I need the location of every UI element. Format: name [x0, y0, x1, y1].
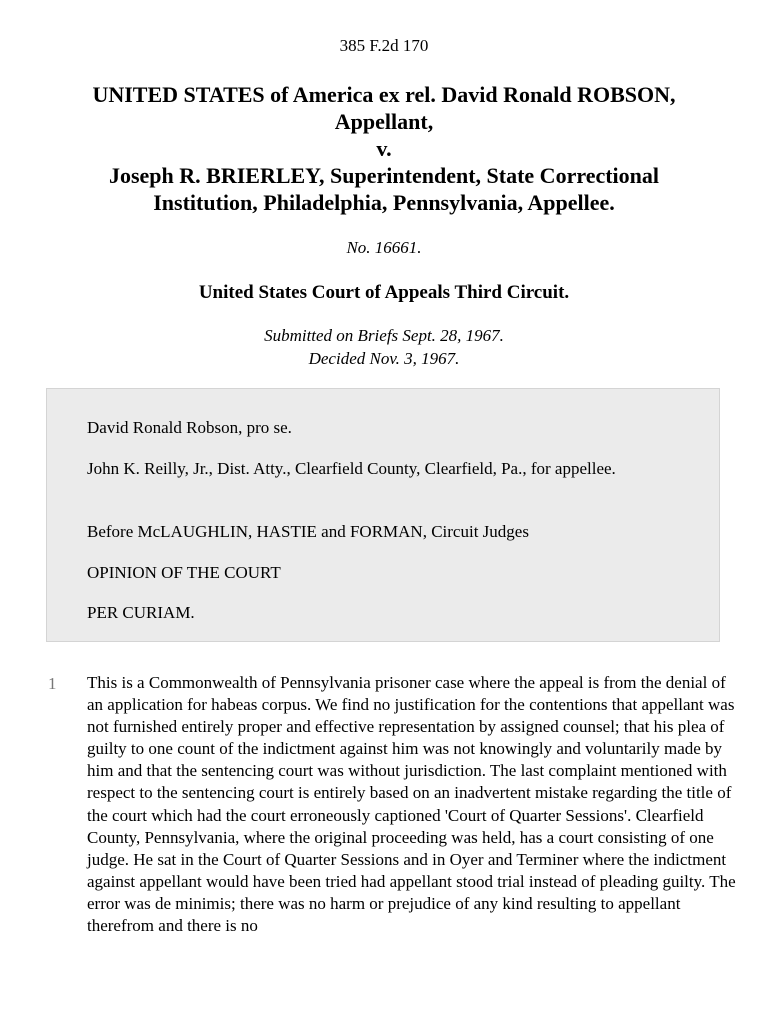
court-name: United States Court of Appeals Third Circuit.	[198, 282, 570, 303]
case-citation: 385 F.2d 170	[339, 36, 429, 55]
panel-judges: Before McLAUGHLIN, HASTIE and FORMAN, Circuit Judges	[87, 522, 529, 541]
counsel-appellant: David Ronald Robson, pro se.	[87, 418, 292, 437]
decided-date: Decided Nov. 3, 1967.	[308, 349, 460, 368]
caption-line-appellant-role: Appellant,	[334, 109, 434, 134]
caption-line-plaintiff: UNITED STATES of America ex rel. David Ronald ROBSON,	[92, 82, 676, 107]
opinion-heading: OPINION OF THE COURT	[87, 563, 281, 582]
counsel-appellee: John K. Reilly, Jr., Dist. Atty., Clearfield County, Clearfield, Pa., for appellee.	[87, 459, 616, 478]
case-caption	[40, 81, 728, 216]
caption-line-defendant-cont: Institution, Philadelphia, Pennsylvania, Appellee.	[153, 190, 615, 215]
paragraph-number: 1	[48, 674, 57, 693]
docket-number: No. 16661.	[346, 238, 422, 257]
submitted-date: Submitted on Briefs Sept. 28, 1967.	[264, 326, 504, 345]
case-dates	[0, 324, 768, 370]
counsel-panel	[46, 388, 720, 642]
opinion-paragraph: This is a Commonwealth of Pennsylvania prisoner case where the appeal is from the denial of an application for habeas corpus. We find no justification for the contentions that appellant was not furnished entirely proper and effective representation by assigned counsel; that his plea of guilty to one count of the indictment against him was not knowingly and voluntarily made by him and that the sentencing court was without jurisdiction. The last complaint mentioned with respect to the sentencing court is entirely based on an inadvertent mistake regarding the title of the court which had the court erroneously captioned 'Court of Quarter Sessions'. Clearfield County, Pennsylvania, where the original proceeding was held, has a court consisting of one judge. He sat in the Court of Quarter Sessions and in Oyer and Terminer where the indictment against appellant would have been tried had appellant stood trial instead of pleading guilty. The error was de minimis; there was no harm or prejudice of any kind resulting to appellant therefrom and there is no	[87, 673, 736, 936]
caption-line-versus: v.	[376, 136, 392, 161]
caption-line-defendant: Joseph R. BRIERLEY, Superintendent, State Correctional	[108, 163, 660, 188]
per-curiam-label: PER CURIAM.	[87, 603, 195, 622]
